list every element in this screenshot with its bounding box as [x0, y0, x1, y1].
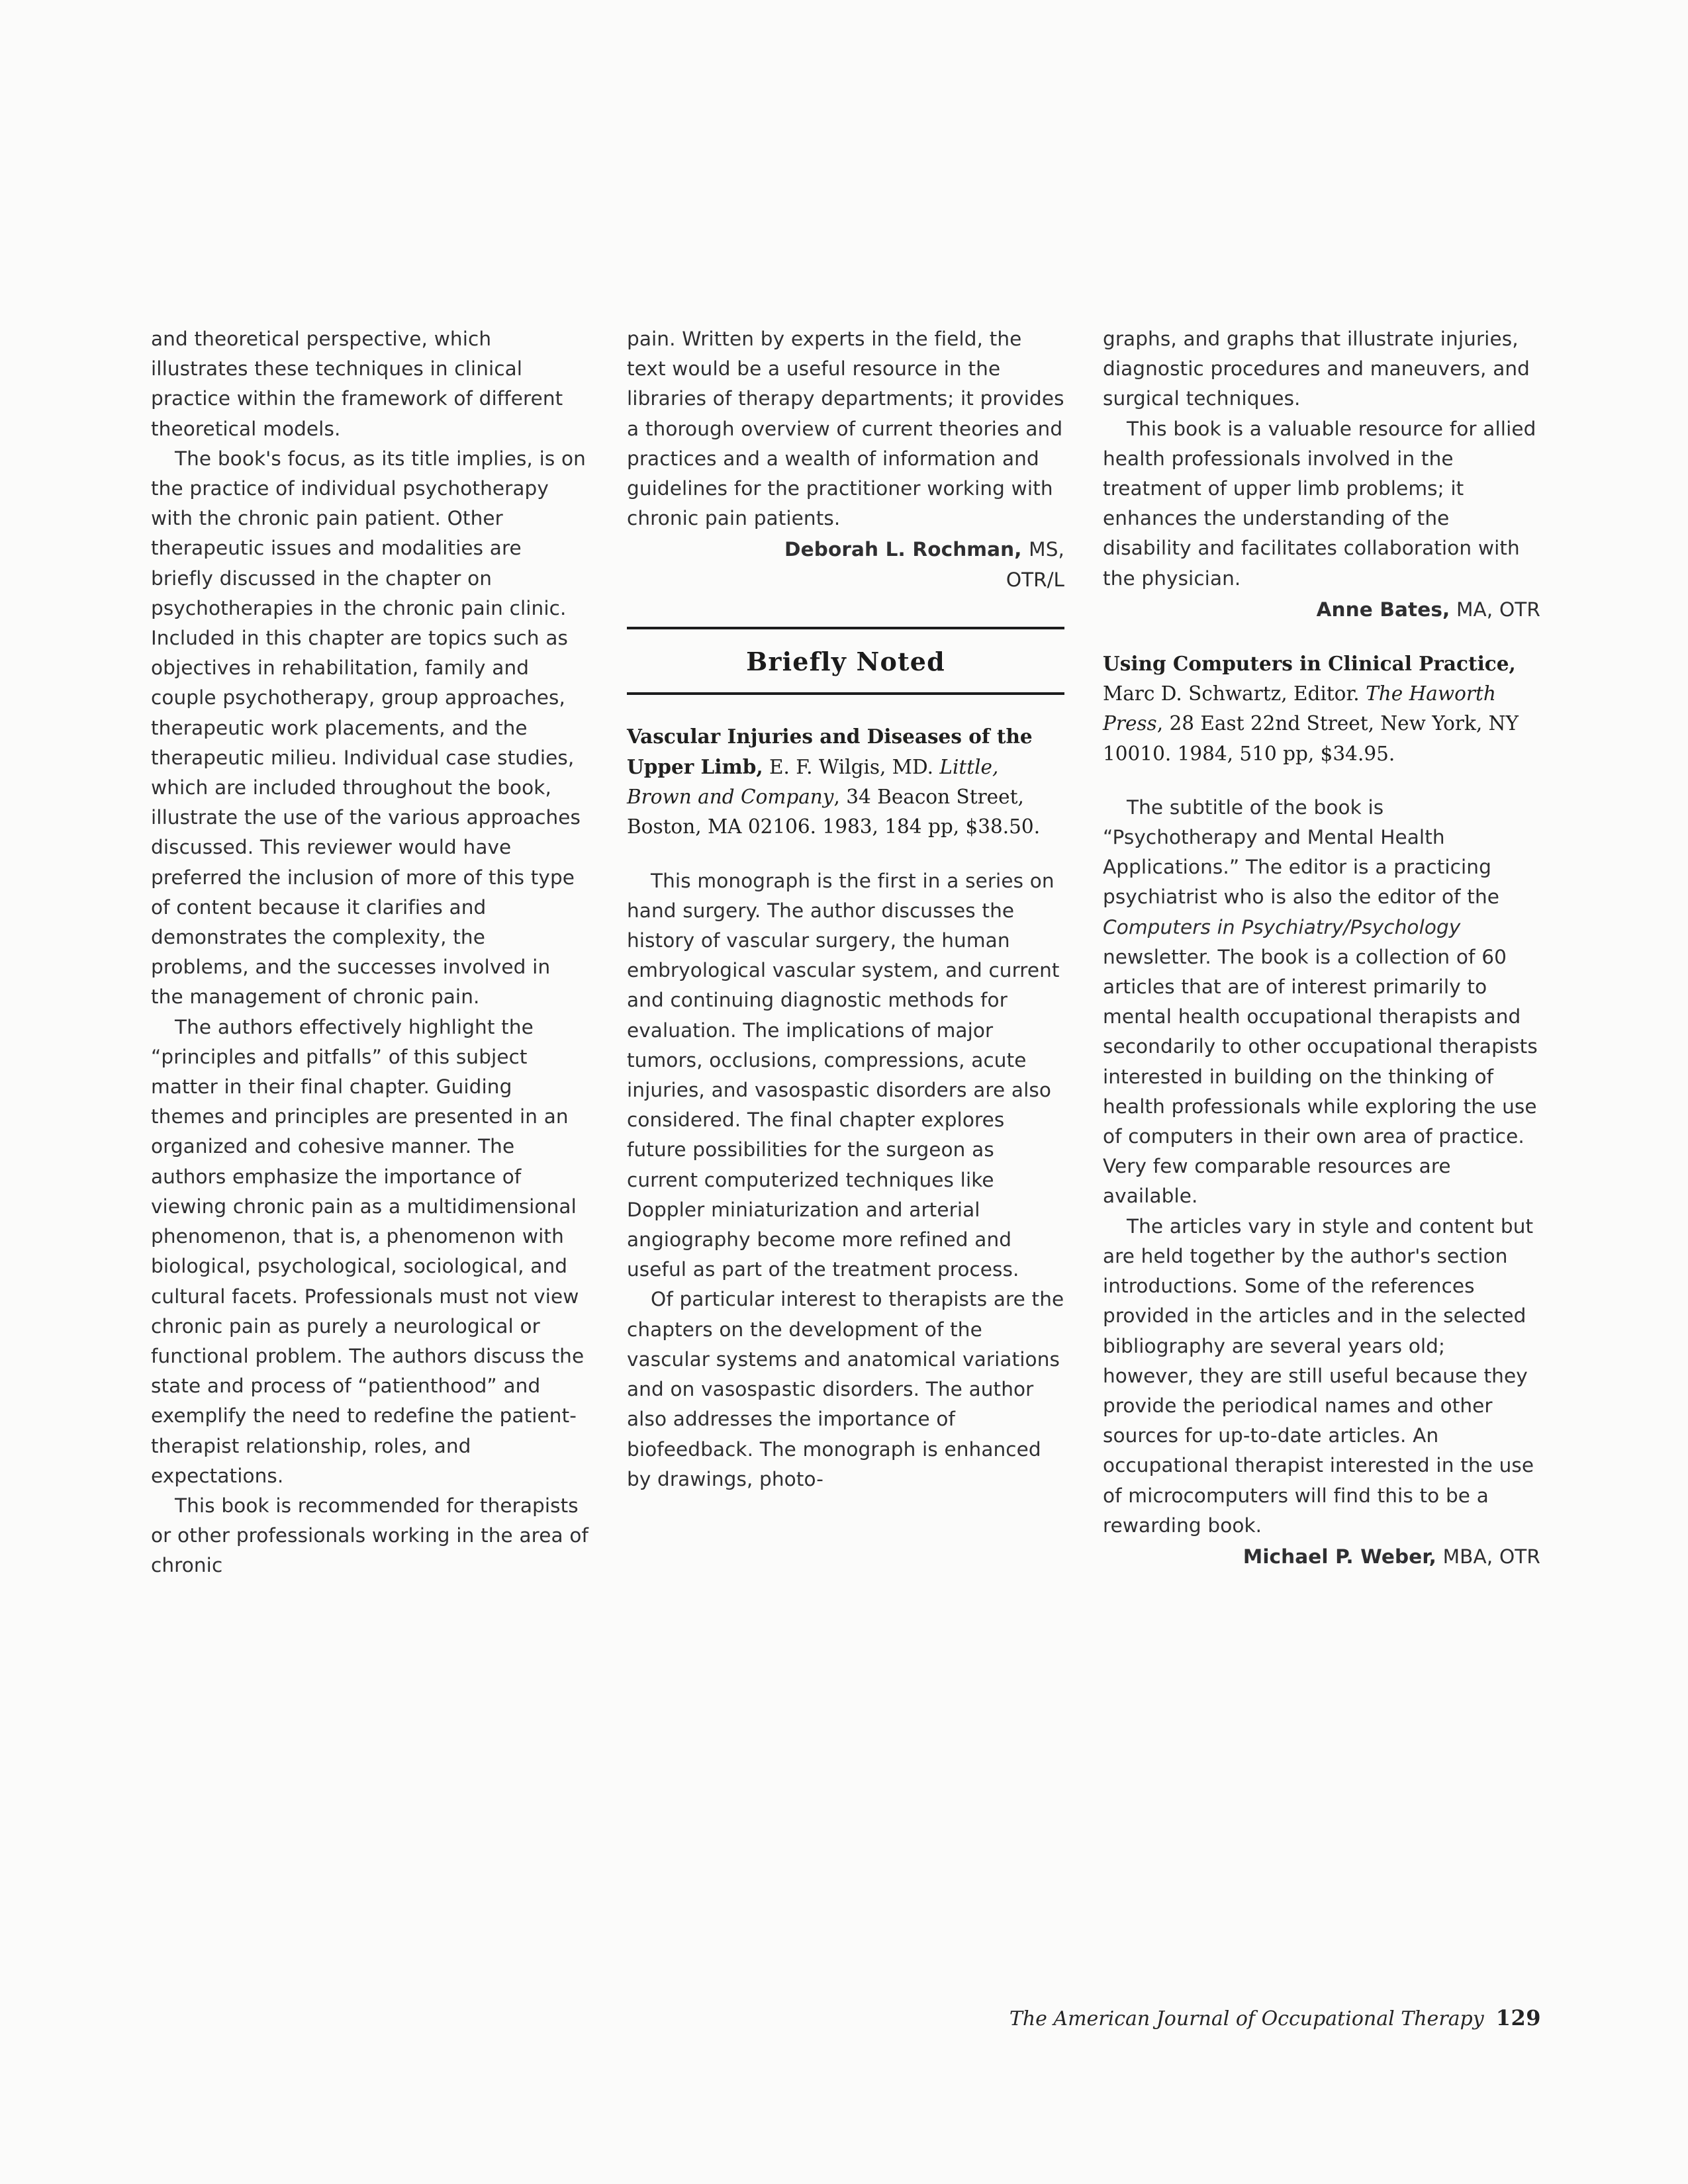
briefly-noted-section-header — [627, 627, 1064, 695]
journal-name: The American Journal of Occupational Therapy — [1009, 2007, 1484, 2030]
book-citation — [627, 721, 1064, 842]
paragraph: This book is recommended for therapists or other professionals working in the area of chronic — [151, 1494, 588, 1577]
column-one — [151, 324, 588, 1952]
paragraph: and theoretical perspective, which illustrates these techniques in clinical practice within the framework of different theoretical models. — [151, 328, 563, 440]
book-title: Vascular Injuries and Diseases of the Upper Limb, — [627, 724, 1033, 779]
reviewer-name: Michael P. Weber, — [1243, 1545, 1436, 1568]
reviewer-credentials: MS, — [1029, 538, 1064, 561]
section-title: Briefly Noted — [746, 646, 945, 676]
three-column-layout — [151, 324, 1541, 1952]
book-publisher: The Haworth Press — [1103, 682, 1496, 735]
column-three — [1103, 324, 1540, 1952]
review-signature — [627, 535, 1064, 565]
paragraph: The articles vary in style and content but are held together by the author's section introductions. Some of the references provided in the articles and in the selected bibliography are several years old; however, they are still useful because they provide the periodical names and other sources for up-to-date articles. An occupational therapist interested in the use of microcomputers will find this to be a rewarding book. — [1103, 1214, 1534, 1537]
reviewer-name: Anne Bates, — [1316, 598, 1450, 621]
book-author: E. F. Wilgis, MD. — [763, 756, 940, 779]
book-address: , 34 Beacon Street, Boston, MA 02106. 1983, 184 pp, $38.50. — [627, 786, 1041, 839]
book-citation — [1103, 649, 1540, 769]
paragraph: The book's focus, as its title implies, is on the practice of individual psychotherapy with the chronic pain patient. Other therapeutic issues and modalities are briefly discussed in the chapter on psychotherapies in the chronic pain clinic. Included in this chapter are topics such as objectives in rehabilitation, family and couple psychotherapy, group approaches, therapeutic work placements, and the therapeutic milieu. Individual case studies, which are included throughout the book, illustrate the use of the various approaches discussed. This reviewer would have preferred the inclusion of more of this type of content because it clarifies and demonstrates the complexity, the problems, and the successes involved in the management of chronic pain. — [151, 447, 586, 1009]
paragraph: This book is a valuable resource for allied health professionals involved in the treatment of upper limb problems; it enhances the understanding of the disability and facilitates collaboration with the physician. — [1103, 417, 1536, 590]
book-publisher: Little, Brown and Company — [627, 756, 999, 809]
review-signature — [1103, 1542, 1540, 1572]
page-number: 129 — [1495, 2005, 1541, 2030]
reviewer-credentials: MBA, OTR — [1436, 1545, 1540, 1568]
reviewer-credentials-line2: OTR/L — [1006, 568, 1064, 591]
page-footer — [151, 2005, 1541, 2030]
paragraph-part-two: newsletter. The book is a collection of 60 articles that are of interest primarily to mental health occupational therapists and secondarily to other occupational therapists interested in building on the thinking of health professionals while exploring the use of computers in their own area of practice. Very few comparable resources are available. — [1103, 945, 1538, 1208]
paragraph: graphs, and graphs that illustrate injuries, diagnostic procedures and maneuvers, and surgical techniques. — [1103, 328, 1530, 410]
book-author: Marc D. Schwartz, Editor. — [1103, 682, 1366, 705]
review-signature — [1103, 595, 1540, 625]
paragraph — [1103, 793, 1540, 1212]
column-two — [627, 324, 1064, 1952]
newsletter-title: Computers in Psychiatry/Psychology — [1103, 915, 1461, 938]
paragraph: Of particular interest to therapists are the chapters on the development of the vascular systems and anatomical variations and on vasospastic disorders. The author also addresses the importance of biofeedback. The monograph is enhanced by drawings, photo- — [627, 1288, 1064, 1490]
reviewer-credentials: MA, OTR — [1450, 598, 1540, 621]
book-title: Using Computers in Clinical Practice, — [1103, 652, 1516, 676]
paragraph-part-one: The subtitle of the book is “Psychotherapy and Mental Health Applications.” The editor is a practicing psychiatrist who is also the editor of the — [1103, 796, 1500, 909]
reviewer-name: Deborah L. Rochman, — [784, 538, 1022, 561]
paragraph: The authors effectively highlight the “principles and pitfalls” of this subject matter in their final chapter. Guiding themes and principles are presented in an organized and cohesive manner. The authors emphasize the importance of viewing chronic pain as a multidimensional phenomenon, that is, a phenomenon with biological, psychological, sociological, and cultural facets. Professionals must not view chronic pain as purely a neurological or functional problem. The authors discuss the state and process of “patienthood” and exemplify the need to redefine the patient-therapist relationship, roles, and expectations. — [151, 1015, 585, 1487]
paragraph: This monograph is the first in a series on hand surgery. The author discusses the history of vascular surgery, the human embryological vascular system, and current and continuing diagnostic methods for evaluation. The implications of major tumors, occlusions, compressions, acute injuries, and vasospastic disorders are also considered. The final chapter explores future possibilities for the surgeon as current computerized techniques like Doppler miniaturization and arterial angiography become more refined and useful as part of the treatment process. — [627, 869, 1060, 1281]
book-address: , 28 East 22nd Street, New York, NY 10010. 1984, 510 pp, $34.95. — [1103, 712, 1519, 765]
paragraph: pain. Written by experts in the field, the text would be a useful resource in the libraries of therapy departments; it provides a thorough overview of current theories and practices and a wealth of information and guidelines for the practitioner working with chronic pain patients. — [627, 328, 1064, 530]
